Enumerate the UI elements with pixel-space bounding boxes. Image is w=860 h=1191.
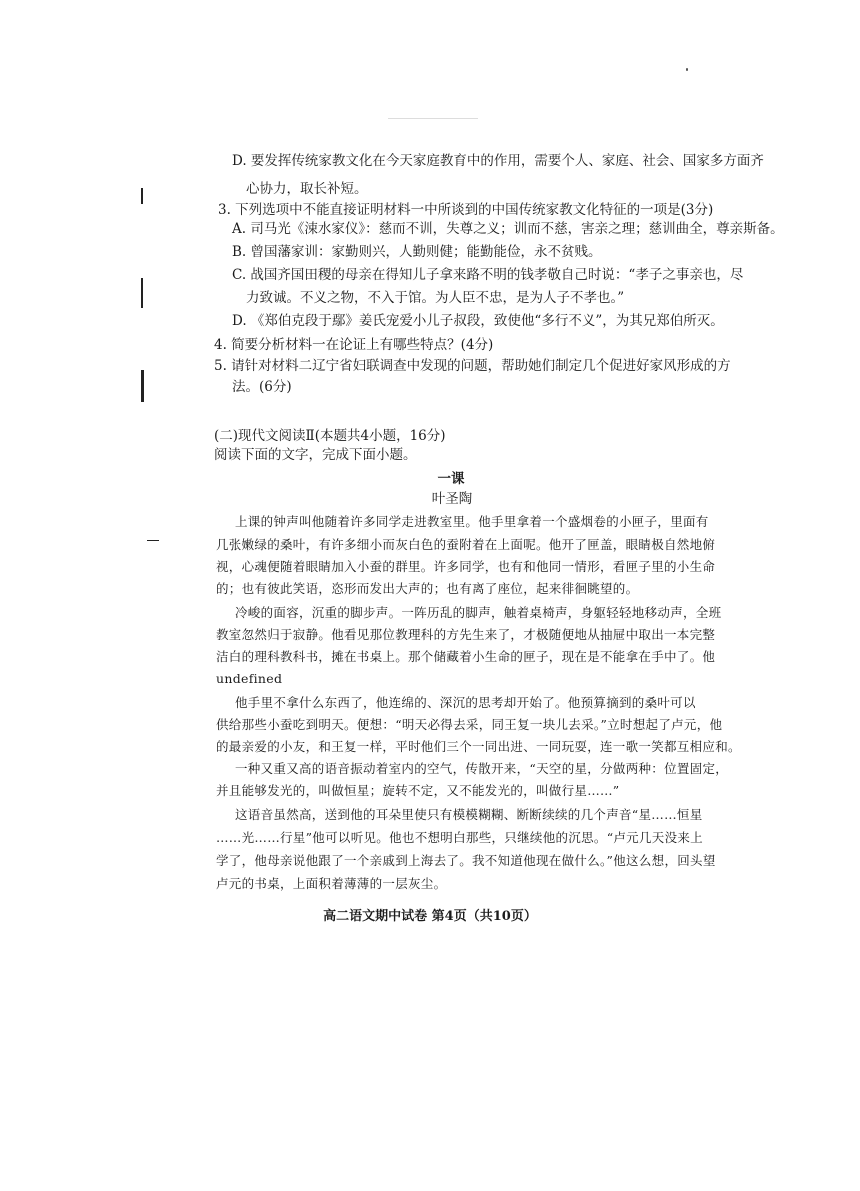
scan-mark xyxy=(141,188,143,204)
question-4: 4. 简要分析材料一在论证上有哪些特点？(4分) xyxy=(214,337,494,353)
question-5-line-2: 法。(6分) xyxy=(232,379,292,395)
story-line: 的最亲爱的小友，和王复一样，平时他们三个一同出进、一同玩耍，连一歌一笑都互相应和。 xyxy=(216,739,741,754)
story-line: ……光……行星”他可以听见。他也不想明白那些，只继续他的沉思。“卢元几天没来上 xyxy=(216,830,703,845)
story-line: 并且能够发光的，叫做恒星；旋转不定，又不能发光的，叫做行星……” xyxy=(216,783,620,798)
option-d-line-1: D. 要发挥传统家教文化在今天家庭教育中的作用，需要个人、家庭、社会、国家多方面齐 xyxy=(232,153,764,169)
scan-mark xyxy=(388,118,478,119)
story-title: 一课 xyxy=(437,471,465,487)
scan-mark xyxy=(147,540,159,541)
story-line: 上课的钟声叫他随着许多同学走进教室里。他手里拿着一个盛烟卷的小匣子，里面有 xyxy=(235,514,709,529)
question-3-option-d: D. 《郑伯克段于鄢》姜氏宠爱小儿子叔段，致使他“多行不义”，为其兄郑伯所灭。 xyxy=(232,313,724,329)
story-line: 卢元的书桌，上面积着薄薄的一层灰尘。 xyxy=(216,876,447,891)
question-5-line-1: 5. 请针对材料二辽宁省妇联调查中发现的问题，帮助她们制定几个促进好家风形成的方 xyxy=(214,358,731,374)
story-line: 视，心魂便随着眼睛加入小蚕的群里。许多同学，也有和他同一情形，看匣子里的小生命 xyxy=(216,559,716,574)
story-line: undefined xyxy=(216,671,283,686)
scan-mark xyxy=(141,278,143,308)
scan-mark xyxy=(141,370,144,402)
scan-speck xyxy=(686,68,688,71)
story-line: 洁白的理科教科书，摊在书桌上。那个储藏着小生命的匣子，现在是不能拿在手中了。他 xyxy=(216,649,716,664)
question-3-option-b: B. 曾国藩家训：家勤则兴，人勤则健；能勤能俭，永不贫贱。 xyxy=(232,244,602,260)
story-line: 供给那些小蚕吃到明天。便想：“明天必得去采，同王复一块儿去采。”立时想起了卢元，他 xyxy=(216,717,723,732)
question-3-option-a: A. 司马光《涑水家仪》：慈而不训，失尊之义；训而不慈，害亲之理；慈训曲全，尊亲斯备。 xyxy=(232,221,784,237)
story-line: 他手里不拿什么东西了，他连绵的、深沉的思考却开始了。他预算摘到的桑叶可以 xyxy=(235,695,696,710)
page-footer: 高二语文期中试卷 第4页（共10页） xyxy=(323,909,537,924)
section-heading: (二)现代文阅读Ⅱ(本题共4小题，16分) xyxy=(214,428,446,444)
story-line: 教室忽然归于寂静。他看见那位教理科的方先生来了，才极随便地从抽屉中取出一本完整 xyxy=(216,627,716,642)
question-3-option-c-1: C. 战国齐国田稷的母亲在得知儿子拿来路不明的钱孝敬自己时说：“孝子之事亲也，尽 xyxy=(232,267,744,283)
question-3: 3. 下列选项中不能直接证明材料一中所谈到的中国传统家教文化特征的一项是(3分) xyxy=(218,202,714,218)
story-line: 学了，他母亲说他跟了一个亲戚到上海去了。我不知道他现在做什么。”他这么想，回头望 xyxy=(216,853,716,868)
story-line: 的；也有彼此笑语，恣形而发出大声的；也有离了座位，起来徘徊眺望的。 xyxy=(216,581,639,596)
story-author: 叶圣陶 xyxy=(431,491,473,507)
story-line: 这语音虽然高，送到他的耳朵里使只有模模糊糊、断断续续的几个声音“星……恒星 xyxy=(235,807,703,822)
story-line: 冷峻的面容，沉重的脚步声。一阵历乱的脚声，触着桌椅声，身躯轻轻地移动声，全班 xyxy=(235,605,722,620)
story-line: 几张嫩绿的桑叶，有许多细小而灰白色的蚕附着在上面呢。他开了匣盖，眼睛极自然地俯 xyxy=(216,537,716,552)
option-d-line-2: 心协力，取长补短。 xyxy=(246,181,368,197)
story-line: 一种又重又高的语音振动着室内的空气，传散开来，“天空的星，分做两种：位置固定， xyxy=(235,761,729,776)
reading-instruction: 阅读下面的文字，完成下面小题。 xyxy=(214,447,417,463)
question-3-option-c-2: 力致诚。不义之物，不入于馆。为人臣不忠，是为人子不孝也。” xyxy=(246,290,625,306)
